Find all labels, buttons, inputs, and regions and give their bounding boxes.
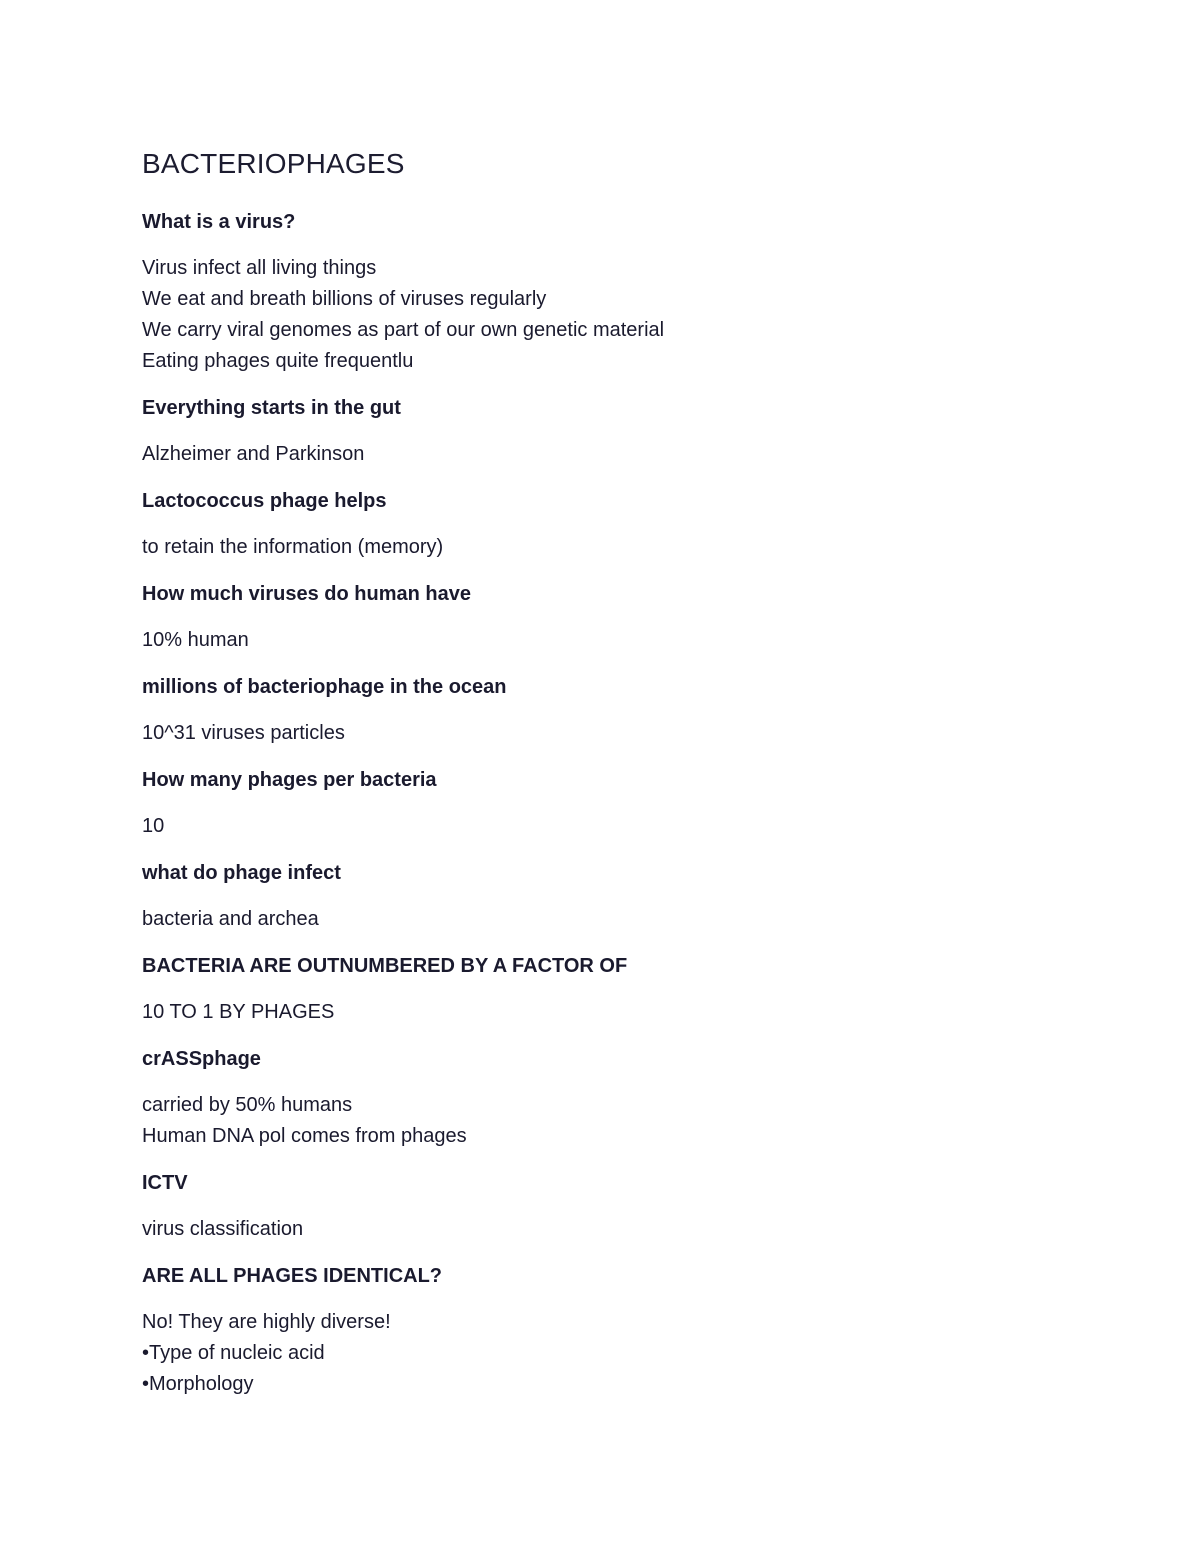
- body-line: 10 TO 1 BY PHAGES: [142, 1001, 335, 1023]
- section-heading: How many phages per bacteria: [142, 769, 437, 791]
- section-heading: millions of bacteriophage in the ocean: [142, 676, 507, 698]
- section-identical: [142, 1260, 1062, 1400]
- section-crassphage: [142, 1043, 1062, 1152]
- section-body: [142, 439, 1062, 470]
- section-heading: what do phage infect: [142, 862, 341, 884]
- body-line: We eat and breath billions of viruses regularly: [142, 288, 547, 310]
- section-body: [142, 811, 1062, 842]
- body-line: Alzheimer and Parkinson: [142, 443, 365, 465]
- section-heading: BACTERIA ARE OUTNUMBERED BY A FACTOR OF: [142, 955, 628, 977]
- section-body: [142, 253, 1062, 377]
- section-how-much-viruses: [142, 578, 1062, 656]
- section-body: [142, 904, 1062, 935]
- section-heading: ARE ALL PHAGES IDENTICAL?: [142, 1265, 443, 1287]
- section-body: [142, 1090, 1062, 1152]
- body-line: to retain the information (memory): [142, 536, 444, 558]
- body-line: 10: [142, 815, 165, 837]
- section-heading: ICTV: [142, 1172, 188, 1194]
- section-body: [142, 718, 1062, 749]
- bullet-item: •Morphology: [142, 1373, 254, 1395]
- section-heading: Lactococcus phage helps: [142, 490, 387, 512]
- document-page: [142, 142, 1062, 1415]
- section-heading: Everything starts in the gut: [142, 397, 401, 419]
- body-line: virus classification: [142, 1218, 304, 1240]
- body-line: No! They are highly diverse!: [142, 1311, 391, 1333]
- body-line: Virus infect all living things: [142, 257, 377, 279]
- section-lactococcus: [142, 485, 1062, 563]
- body-line: bacteria and archea: [142, 908, 319, 930]
- body-line: Eating phages quite frequentlu: [142, 350, 414, 372]
- section-body: [142, 1307, 1062, 1400]
- section-body: [142, 532, 1062, 563]
- section-ictv: [142, 1167, 1062, 1245]
- body-line: 10^31 viruses particles: [142, 722, 345, 744]
- section-gut: [142, 392, 1062, 470]
- section-ocean: [142, 671, 1062, 749]
- section-body: [142, 625, 1062, 656]
- section-heading: How much viruses do human have: [142, 583, 471, 605]
- section-heading: crASSphage: [142, 1048, 261, 1070]
- section-what-is-a-virus: [142, 206, 1062, 377]
- body-line: carried by 50% humans: [142, 1094, 353, 1116]
- section-body: [142, 1214, 1062, 1245]
- section-what-do-phage-infect: [142, 857, 1062, 935]
- bullet-item: •Type of nucleic acid: [142, 1342, 325, 1364]
- section-heading: What is a virus?: [142, 211, 296, 233]
- section-body: [142, 997, 1062, 1028]
- section-phages-per-bacteria: [142, 764, 1062, 842]
- section-outnumbered: [142, 950, 1062, 1028]
- body-line: 10% human: [142, 629, 249, 651]
- body-line: Human DNA pol comes from phages: [142, 1125, 467, 1147]
- body-line: We carry viral genomes as part of our own genetic material: [142, 319, 665, 341]
- document-title: BACTERIOPHAGES: [142, 148, 405, 179]
